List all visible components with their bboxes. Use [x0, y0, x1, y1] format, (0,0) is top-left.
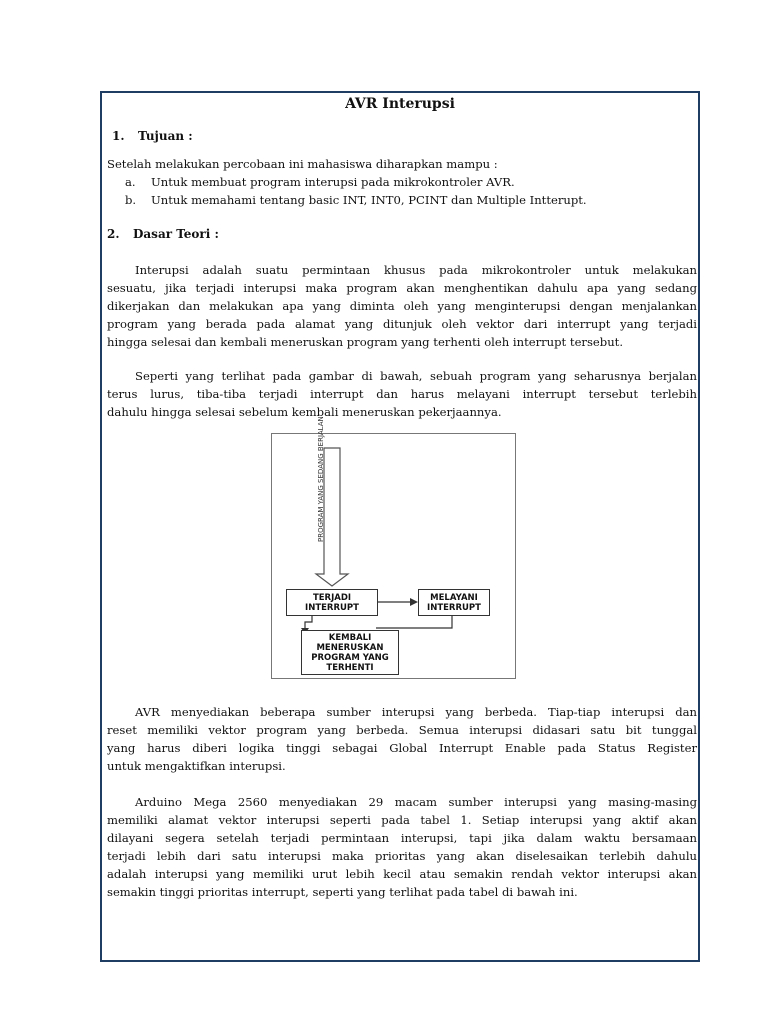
- objective-item: [125, 191, 587, 209]
- paragraph-line: program yang berada pada alamat yang ditunjuk oleh vektor dari interrupt yang terjadi: [107, 317, 697, 331]
- paragraph-line: sesuatu, jika terjadi interupsi maka program akan menghentikan dahulu apa yang sedang: [107, 281, 697, 295]
- paragraph-line: terjadi lebih dari satu interupsi maka prioritas yang akan diselesaikan terlebih dahulu: [107, 849, 697, 863]
- paragraph-line: dahulu hingga selesai sebelum kembali meneruskan pekerjaannya.: [107, 405, 502, 419]
- box-terjadi-interrupt: TERJADI INTERRUPT: [286, 589, 378, 616]
- section-title: Dasar Teori :: [133, 227, 219, 241]
- paragraph-line: Arduino Mega 2560 menyediakan 29 macam sumber interupsi yang masing-masing: [135, 795, 697, 809]
- section-number: 1.: [112, 129, 125, 143]
- paragraph-line: memiliki alamat vektor interupsi seperti pada tabel 1. Setiap interupsi yang aktif akan: [107, 813, 697, 827]
- paragraph-line: yang harus diberi logika tinggi sebagai Global Interrupt Enable pada Status Register: [107, 741, 697, 755]
- arrow-head-right: [410, 598, 418, 606]
- paragraph-line: Seperti yang terlihat pada gambar di bawah, sebuah program yang seharusnya berjalan: [135, 369, 697, 383]
- program-flow-label: PROGRAM YANG SEDANG BERJALAN: [317, 416, 325, 542]
- section-title: Tujuan :: [138, 129, 193, 143]
- paragraph-line: AVR menyediakan beberapa sumber interupsi yang berbeda. Tiap-tiap interupsi dan: [135, 705, 697, 719]
- paragraph-line: adalah interupsi yang memiliki urut lebih kecil atau semakin rendah vektor interupsi akan: [107, 867, 697, 881]
- box-kembali-meneruskan: KEMBALI MENERUSKAN PROGRAM YANG TERHENTI: [301, 630, 399, 675]
- paragraph-line: semakin tinggi prioritas interrupt, seperti yang terlihat pada tabel di bawah ini.: [107, 885, 578, 899]
- section-number: 2.: [107, 227, 120, 241]
- objective-text: Untuk memahami tentang basic INT, INT0, PCINT dan Multiple Intterupt.: [151, 193, 587, 207]
- page-title: AVR Interupsi: [345, 96, 455, 112]
- document-frame: [100, 91, 700, 962]
- paragraph-line: Interupsi adalah suatu permintaan khusus pada mikrokontroler untuk melakukan: [135, 263, 697, 277]
- list-marker: a.: [125, 175, 136, 189]
- section-heading-dasar-teori: [107, 225, 697, 243]
- objective-text: Untuk membuat program interupsi pada mikrokontroler AVR.: [151, 175, 515, 189]
- paragraph-line: hingga selesai dan kembali meneruskan program yang terhenti oleh interrupt tersebut.: [107, 335, 624, 349]
- paragraph-line: dilayani segera setelah terjadi permintaan interupsi, tapi jika dalam waktu bersamaan: [107, 831, 697, 845]
- intro-text: Setelah melakukan percobaan ini mahasiswa diharapkan mampu :: [107, 157, 498, 171]
- paragraph-line: untuk mengaktifkan interupsi.: [107, 759, 286, 773]
- interrupt-flow-diagram: [271, 416, 516, 679]
- box-melayani-interrupt: MELAYANI INTERRUPT: [418, 589, 490, 616]
- objective-item: [125, 173, 515, 191]
- list-marker: b.: [125, 193, 137, 207]
- paragraph-line: terus lurus, tiba-tiba terjadi interrupt dan harus melayani interrupt tersebut terlebih: [107, 387, 697, 401]
- section-heading-tujuan: [112, 127, 702, 145]
- paragraph-line: dikerjakan dan melakukan apa yang diminta oleh yang menginterupsi dengan menjalankan: [107, 299, 697, 313]
- paragraph-line: reset memiliki vektor program yang berbeda. Semua interupsi didasari satu bit tunggal: [107, 723, 697, 737]
